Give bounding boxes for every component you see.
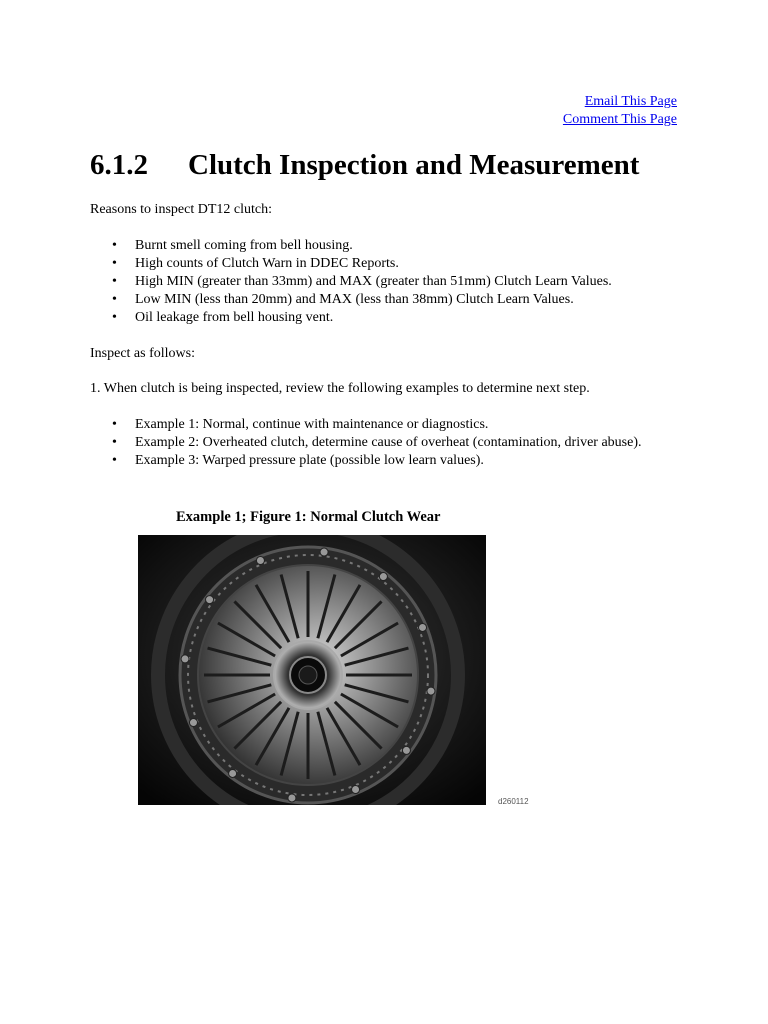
list-item: • Oil leakage from bell housing vent. bbox=[112, 310, 334, 325]
bullet-icon: • bbox=[112, 274, 117, 289]
list-item: • Low MIN (less than 20mm) and MAX (less than 38mm) Clutch Learn Values. bbox=[112, 292, 574, 307]
bullet-icon: • bbox=[112, 417, 117, 432]
list-item: • Example 3: Warped pressure plate (possible low learn values). bbox=[112, 453, 484, 468]
bullet-icon: • bbox=[112, 238, 117, 253]
comment-page-link[interactable]: Comment This Page bbox=[562, 112, 677, 127]
clutch-photo bbox=[138, 535, 486, 805]
bullet-icon: • bbox=[112, 292, 117, 307]
bullet-icon: • bbox=[112, 310, 117, 325]
figure-caption: Example 1; Figure 1: Normal Clutch Wear bbox=[176, 509, 441, 525]
reasons-list bbox=[90, 237, 650, 327]
bullet-icon: • bbox=[112, 256, 117, 271]
list-item: • Example 2: Overheated clutch, determine cause of overheat (contamination, driver abuse). bbox=[112, 435, 642, 450]
bullet-icon: • bbox=[112, 435, 117, 450]
email-page-link[interactable]: Email This Page bbox=[584, 94, 677, 109]
list-item: • Example 1: Normal, continue with maintenance or diagnostics. bbox=[112, 417, 489, 432]
section-title: Clutch Inspection and Measurement bbox=[188, 149, 640, 181]
reasons-intro: Reasons to inspect DT12 clutch: bbox=[90, 202, 272, 217]
examples-list bbox=[90, 416, 650, 470]
inspect-intro: Inspect as follows: bbox=[90, 346, 195, 361]
section-number: 6.1.2 bbox=[90, 149, 148, 181]
step-1: 1. When clutch is being inspected, review the following examples to determine next step. bbox=[90, 381, 590, 396]
bullet-icon: • bbox=[112, 453, 117, 468]
page-actions bbox=[563, 93, 677, 129]
figure-id: d260112 bbox=[498, 797, 529, 806]
section-heading bbox=[90, 146, 639, 184]
list-item: • Burnt smell coming from bell housing. bbox=[112, 238, 353, 253]
list-item: • High MIN (greater than 33mm) and MAX (greater than 51mm) Clutch Learn Values. bbox=[112, 274, 612, 289]
list-item: • High counts of Clutch Warn in DDEC Reports. bbox=[112, 256, 399, 271]
